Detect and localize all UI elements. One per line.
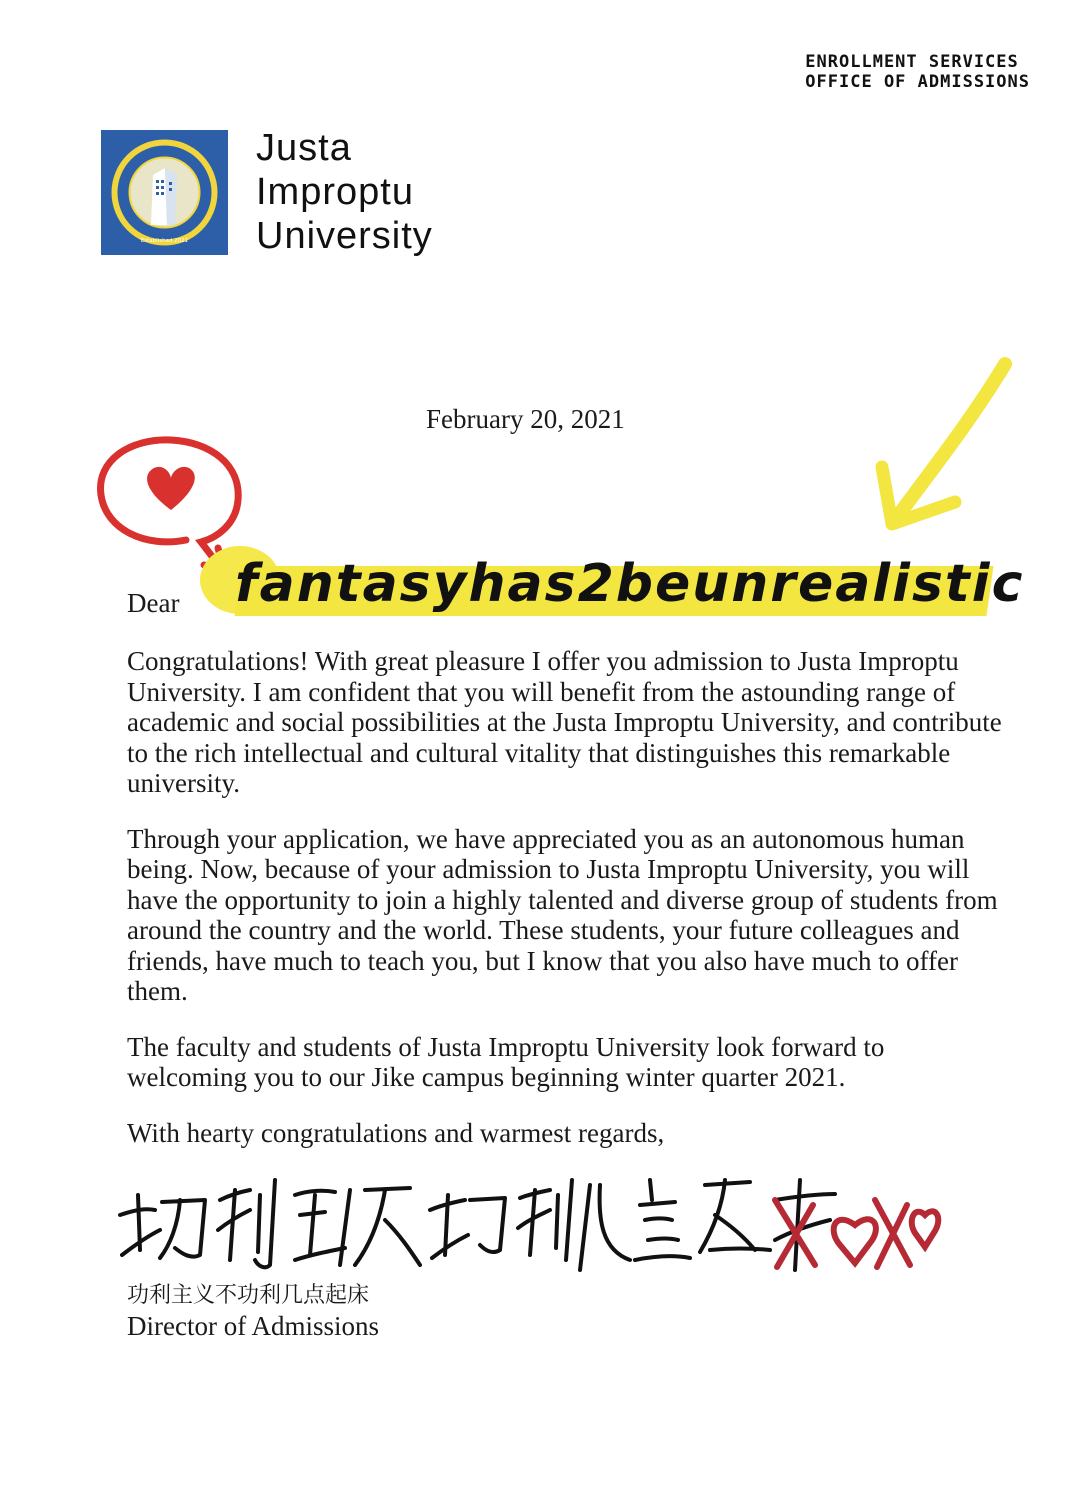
recipient-name: fantasyhas2beunrealistic [235, 554, 1025, 614]
office-header [805, 52, 1030, 92]
paragraph-2: Through your application, we have appreciated you as an autonomous human being. Now, because of your admission to Justa Improptu University, you will have the opportunity to join a highly talented and diverse group of students from around the country and the world. These students, your future colleagues and friends, have much to teach you, but I know that you also have much to offer them. [127, 823, 998, 1006]
signer-name: 功利主义不功利几点起床 [127, 1283, 370, 1308]
university-name [256, 126, 433, 258]
seal-established-text: Established 2021 [140, 238, 189, 244]
signer-title: Director of Admissions [127, 1311, 379, 1341]
letter-date: February 20, 2021 [426, 404, 625, 434]
office-line-2: OFFICE OF ADMISSIONS [805, 72, 1030, 92]
university-name-line-2: Improptu [256, 171, 414, 213]
salutation: Dear [127, 588, 180, 618]
xoxo-doodle-icon [765, 1185, 945, 1275]
university-name-line-3: University [256, 215, 433, 257]
paragraph-3: The faculty and students of Justa Improptu University look forward to welcoming you to our Jike campus beginning winter quarter 2021. [127, 1031, 885, 1092]
letter-body [127, 646, 1007, 1148]
arrow-icon [860, 352, 1020, 542]
university-seal-logo [101, 130, 228, 255]
closing-line: With hearty congratulations and warmest regards, [127, 1117, 665, 1148]
handwritten-signature [110, 1160, 840, 1285]
university-name-line-1: Justa [256, 127, 352, 169]
office-line-1: ENROLLMENT SERVICES [805, 52, 1019, 72]
paragraph-1: Congratulations! With great pleasure I offer you admission to Justa Improptu University. I am confident that you will benefit from the astounding range of academic and social possibilities at the Justa Improptu University, and contribute to the rich intellectual and cultural vitality that distinguishes this remarkable university. [127, 646, 1002, 798]
